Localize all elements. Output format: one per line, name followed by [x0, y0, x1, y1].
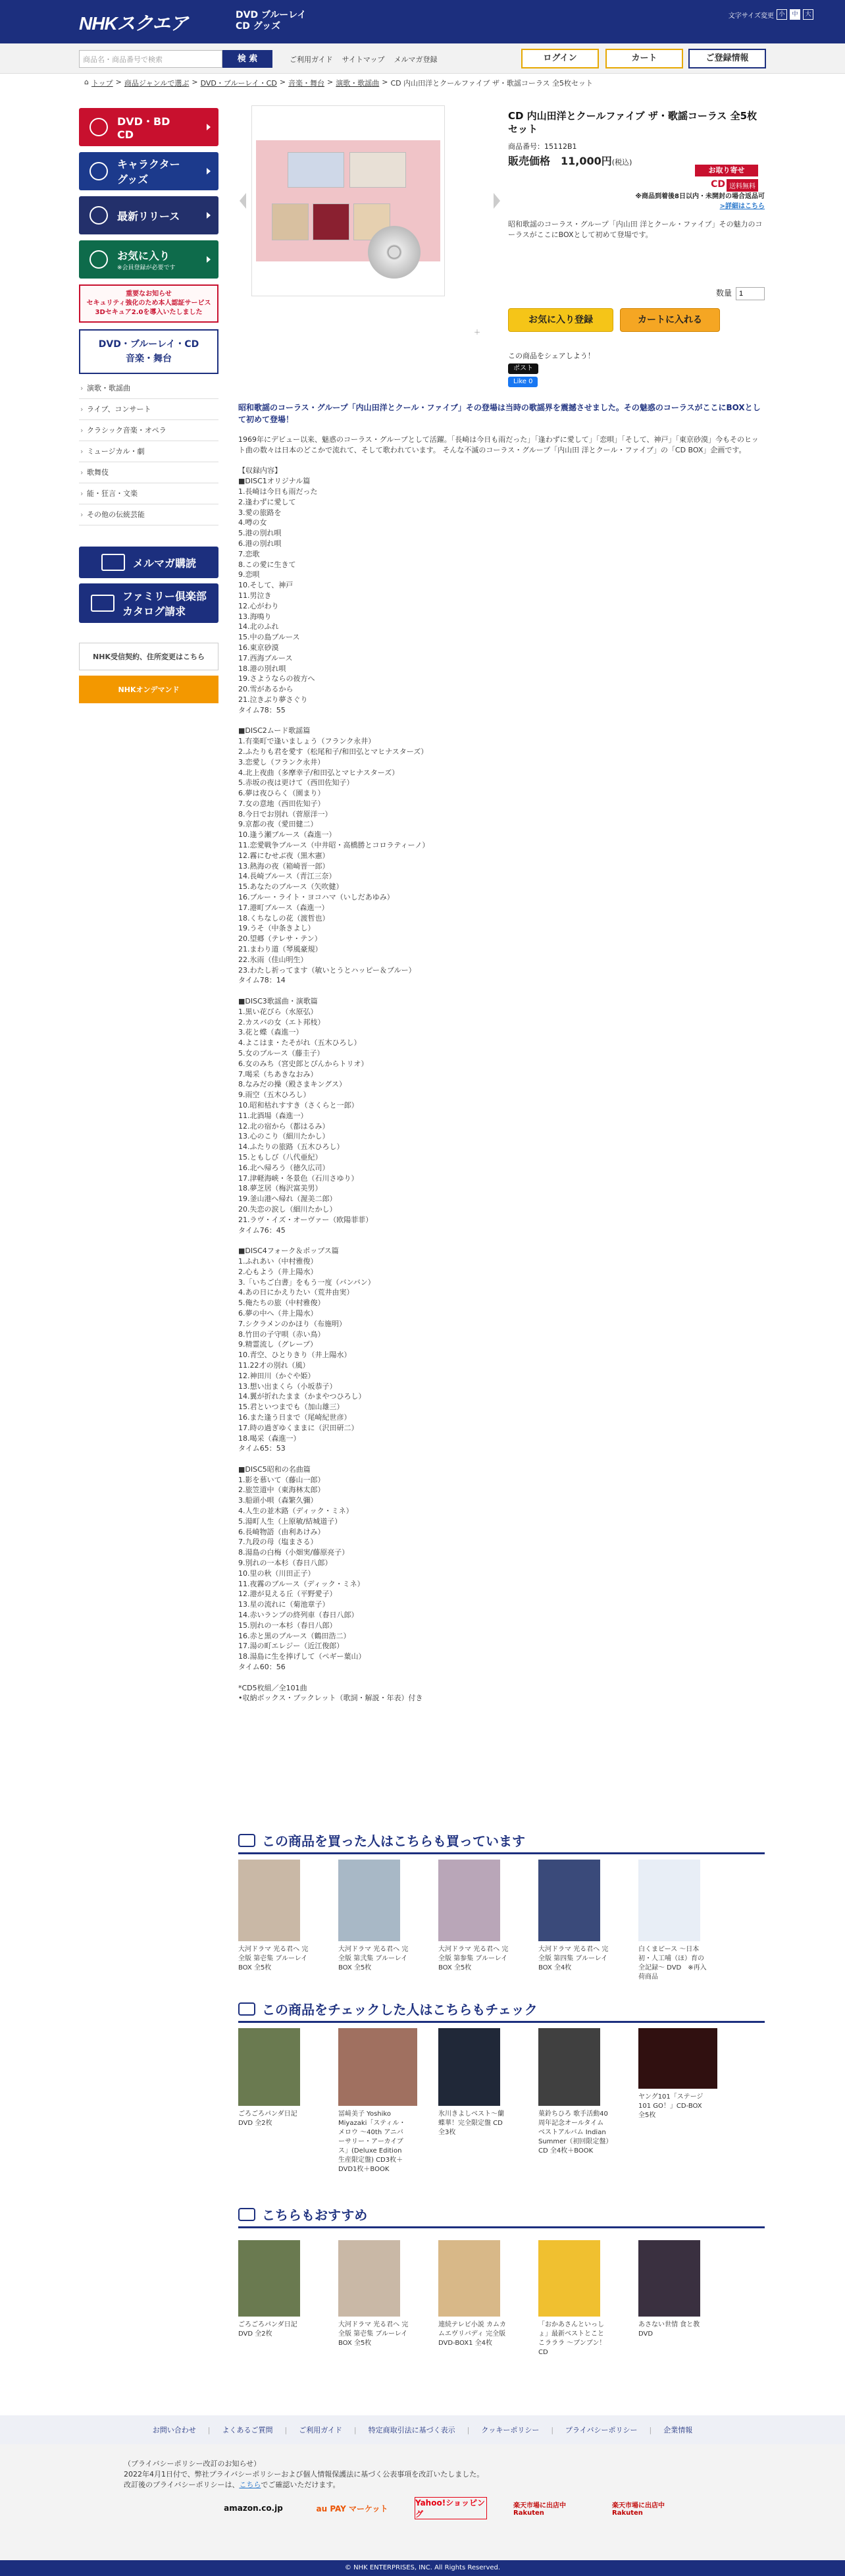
product-card[interactable]: 氷川きよしベスト〜蘭蝶華！完全限定盤 CD 全3枚: [438, 2028, 509, 2174]
quantity-field: 数量1: [716, 287, 765, 300]
thumb-icon: [238, 2208, 255, 2221]
product-thumbnail: [238, 1860, 300, 1941]
product-card[interactable]: 白くまピース 〜日本初・人工哺（ほ）育の全記録〜 DVD ※再入荷商品: [638, 1860, 709, 1982]
sidebar-sub-other[interactable]: › その他の伝統芸能: [79, 504, 218, 525]
arrow-icon: [207, 124, 211, 130]
free-shipping-badge: 送料無料: [727, 179, 758, 192]
product-body: 1969年にデビュー以来、魅惑のコーラス・グループとして活躍。「長崎は今日も雨だった」「逢わずに愛して」「恋唄」「そして、神戸」「東京砂漠」今もそのヒット曲の数々は日本のどこかで流れて、そして歌われています。 そんな不滅のコーラス・グループ「内山田 洋とクール・ファイブ」の「CD BOX」企画です。 【収録内容】 ■DISC1オリジナル篇 1.長崎は今日も雨だった 2.逢わずに愛して 3.愛の旅路を 4.噂の女 5.港の別れ唄 6.港の別れ唄 7.恋歌 8.この愛に生きて 9.恋唄 10.そして、神戸 11.男泣き 12.心がわり 13.海鳴り 14.北のふれ 15.中の島ブルース 16.東京砂漠 17.西海ブルース 18.港の別れ唄 19.さようならの彼方へ 20.雪があるから 21.泣きぶり夢さぐり タイム78：55 ■DISC2ムード歌謡篇 1.有楽町で逢いましょう（フランク永井） 2.ふたりも君を愛す（松尾和子/和田弘とマヒナスターズ） 3.恋愛し（フランク永井） 4.北上夜曲（多摩幸子/和田弘とマヒナスターズ） 5.赤坂の夜は更けて（西田佐知子） 6.夢は夜ひらく（園まり） 7.女の意地（西田佐知子） 8.今日でお別れ（菅原洋一） 9.京都の夜（愛田健二） 10.逢う瀬ブルース（森進一） 11.恋愛戦争ブルース（中井昭・高橋勝とコロラティーノ） 12.霧にむせぶ夜（黒木憲） 13.熱海の夜（箱崎晋一郎） 14.長崎ブルース（青江三奈） 15.あなたのブルース（矢吹健） 16.ブルー・ライト・ヨコハマ（いしだあゆみ） 17.港町ブルース（森進一） 18.くちなしの花（渡哲也） 19.うそ（中条きよし） 20.望郷（テレサ・テン） 21.まわり道（琴風豪規） 22.氷雨（佳山明生） 23.わたし祈ってます（敏いとうとハッピー＆ブルー） タイム78：14 ■DISC3歌謡曲・演歌篇 1.黒い花びら（水原弘） 2.カスバの女（エト邦枝） 3.花と蝶（森進一） 4.よこはま・たそがれ（五木ひろし） 5.女のブルース（藤圭子） 6.女のみち（宮史郎とぴんからトリオ） 7.喝采（ちあきなおみ） 8.なみだの操（殿さまキングス） 9.雨空（五木ひろし） 10.昭和枯れすすき（さくらと一郎） 11.北酒場（森進一） 12.北の宿から（都はるみ） 13.心のこり（細川たかし） 14.ふたりの旅路（五木ひろし） 15.ともしび（八代亜紀） 16.北へ帰ろう（徳久広司） 17.津軽海峡・冬景色（石川さゆり） 18.夢芝居（梅沢富美男） 19.釜山港へ帰れ（渥美二郎） 20.失恋の涙し（細川たかし） 21.ラヴ・イズ・オーヴァー（欧陽菲菲） タイム76：45 ■DISC4フォーク＆ポップス篇 1.ふれあい（中村雅俊） 2.心もよう（井上陽水） 3.「いちご白書」をもう一度（バンバン） 4.あの日にかえりたい（荒井由実） 5.俺たちの旅（中村雅俊） 6.夢の中へ（井上陽水） 7.シクラメンのかほり（布施明） 8.竹田の子守唄（赤い鳥） 9.精霊流し（グレープ） 10.青空、ひとりきり（井上陽水） 11.22才の別れ（風） 12.神田川（かぐや姫） 13.想い出まくら（小坂恭子） 14.翼が折れたまま（かまやつひろし） 15.君といつまでも（加山雄三） 16.また逢う日まで（尾崎紀世彦） 17.時の過ぎゆくままに（沢田研二） 18.喝采（森進一） タイム65：53 ■DISC5昭和の名曲篇 1.影を慕いて（藤山一郎） 2.旅笠道中（東海林太郎） 3.船頭小唄（森繁久彌） 4.人生の並木路（ディック・ミネ） 5.湯町人生（上原敏/結城道子） 6.長崎物語（由利あけみ） 7.九段の母（塩まさる） 8.湯島の白梅（小畑実/藤原亮子） 9.別れの一本杉（春日八郎） 10.里の秋（川田正子） 11.夜霧のブルース（ディック・ミネ） 12.港が見える丘（平野愛子） 13.星の流れに（菊池章子） 14.赤いランプの終列車（春日八郎） 15.別れの一本杉（春日八郎） 16.赤と黒のブルース（鶴田浩二） 17.湯の町エレジー（近江俊郎） 18.湯島に生を捧げして（ペギー葉山） タイム60：56 *CD5枚組／全101曲 •収納ボックス・ブックレット（歌詞・解説・年表）付き: [238, 435, 759, 1703]
product-thumbnail: [438, 2240, 500, 2317]
font-size-medium[interactable]: 中: [790, 9, 800, 20]
search-bar: [0, 43, 845, 74]
product-thumbnail: [538, 2240, 600, 2317]
home-icon: ⌂: [84, 78, 89, 86]
prev-image-arrow[interactable]: [240, 193, 246, 209]
mailmag-button[interactable]: メルマガ購読: [79, 547, 218, 578]
font-size-small[interactable]: 小: [777, 9, 787, 20]
product-card[interactable]: 大河ドラマ 光る君へ 完全版 第壱集 ブルーレイBOX 全5枚: [338, 2240, 409, 2357]
return-policy: ※商品到着後8日以内・未開封の場合返品可 >詳細はこちら: [508, 190, 765, 210]
rakuten-logo[interactable]: 楽天市場に出店中 Rakuten: [513, 2502, 566, 2517]
share-area: この商品をシェアしよう！ ポスト Like 0: [508, 350, 595, 387]
breadcrumb-music[interactable]: 音楽・舞台: [288, 79, 325, 88]
product-code: 商品番号：15112B1: [508, 142, 577, 151]
header: [0, 0, 845, 43]
footer-link-cookie[interactable]: クッキーポリシー: [481, 2426, 540, 2434]
yahoo-logo[interactable]: Yahoo!ショッピング: [415, 2497, 487, 2519]
register-info-button[interactable]: ご登録情報: [688, 49, 766, 68]
product-price: 販売価格 11,000円(税込): [508, 155, 632, 167]
product-card[interactable]: 大河ドラマ 光る君へ 完全版 第四集 ブルーレイBOX 全4枚: [538, 1860, 609, 1982]
zoom-icon[interactable]: ＋: [474, 329, 480, 336]
aupay-logo[interactable]: au PAY マーケット: [316, 2504, 388, 2513]
product-card[interactable]: ヤング101「ステージ101 GO！」CD-BOX 全5枚: [638, 2028, 709, 2174]
guide-link[interactable]: ご利用ガイド: [290, 55, 333, 64]
product-lead: 昭和歌謡のコーラス・グループ「内山田洋とクール・ファイブ」その登場は当時の歌謡界を震撼させました。その魅惑のコーラスがここにBOXとして初めて登場！: [238, 403, 761, 424]
cd-disc: [368, 226, 421, 279]
product-photo: [256, 140, 440, 261]
also-checked-heading: この商品をチェックした人はこちらもチェック: [238, 1999, 765, 2023]
book-icon: [91, 595, 115, 612]
arrow-icon: [207, 168, 211, 174]
product-thumbnail: [238, 2240, 300, 2317]
breadcrumb-top[interactable]: トップ: [91, 79, 113, 88]
product-card[interactable]: 冨﨑美子 Yoshiko Miyazaki「スティル・メロウ 〜40th アニバーサリー・アーカイブス」(Deluxe Edition 生産限定盤) CD3枚＋DVD1枚＋BOOK: [338, 2028, 409, 2174]
top-links: [290, 54, 437, 65]
footer-link-company[interactable]: 企業情報: [663, 2426, 693, 2434]
sidebar-sub-live[interactable]: › ライブ、コンサート: [79, 399, 218, 420]
next-image-arrow[interactable]: [494, 193, 500, 209]
sitemap-link[interactable]: サイトマップ: [342, 55, 385, 64]
mail-icon: [101, 554, 125, 571]
font-size-control: 文字サイズ変更 小 中 大: [729, 9, 813, 20]
format-label: CD: [711, 179, 725, 190]
privacy-policy-link[interactable]: こちら: [239, 2481, 261, 2489]
footer-link-faq[interactable]: よくあるご質問: [222, 2426, 273, 2434]
sidebar-item-new[interactable]: 最新リリース: [79, 196, 218, 234]
product-thumbnail: [638, 2240, 700, 2317]
product-card[interactable]: 大河ドラマ 光る君へ 完全版 第参集 ブルーレイBOX 全5枚: [438, 1860, 509, 1982]
nhk-ondemand-banner[interactable]: NHKオンデマンド: [79, 676, 218, 703]
product-card[interactable]: 菓鈴ちひろ 歌手活動40周年記念オールタイムベストアルバム Indian Summer（初回限定盤）CD 全4枚＋BOOK: [538, 2028, 609, 2174]
product-thumbnail: [238, 2028, 300, 2106]
product-thumbnail: [538, 1860, 600, 1941]
privacy-notice: （プライバシーポリシー改訂のお知らせ） 2022年4月1日付で、弊社プライバシーポリシーおよび個人情報保護法に基づく公表事項を改訂いたしました。 改訂後のプライバシーポリシーは、こちらでご確認いただけます。: [124, 2459, 484, 2489]
footer-links: お問い合わせ | よくあるご質問 | ご利用ガイド | 特定商取引法に基づく表示 | クッキーポリシー | プライバシーポリシー | 企業情報: [0, 2415, 845, 2444]
logo-subtitle: DVD ブルーレイ CD グッズ: [236, 10, 307, 32]
nhk-contract-banner[interactable]: NHK受信契約、住所変更はこちら: [79, 643, 218, 670]
cart-button[interactable]: カート: [605, 49, 683, 68]
product-card[interactable]: 連続テレビ小説 カムカムエヴリバディ 完全版 DVD-BOX1 全4枚: [438, 2240, 509, 2357]
product-thumbnail: [338, 2028, 417, 2106]
search-button[interactable]: 検 索: [222, 50, 272, 68]
sidebar-sub-kabuki[interactable]: › 歌舞伎: [79, 462, 218, 483]
return-policy-link[interactable]: >詳細はこちら: [719, 203, 765, 210]
calendar-icon: [90, 206, 108, 225]
login-button[interactable]: ログイン: [521, 49, 599, 68]
mailmag-link[interactable]: メルマガ登録: [394, 55, 438, 64]
breadcrumb: ⌂ トップ > 商品ジャンルで選ぶ > DVD・ブルーレイ・CD > 音楽・舞台 > 演歌・歌謡曲 > CD 内山田洋とクールファイブ ザ・歌謡コーラス 全5枚セット: [84, 78, 594, 88]
footer-link-privacy[interactable]: プライバシーポリシー: [565, 2426, 638, 2434]
add-to-cart-button[interactable]: カートに入れる: [620, 308, 720, 332]
product-thumbnail: [338, 1860, 400, 1941]
search-input[interactable]: 商品名・商品番号で検索: [79, 50, 222, 68]
product-card[interactable]: ごろごろパンダ日記 DVD 全2枚: [238, 2028, 309, 2174]
product-card[interactable]: ごろごろパンダ日記 DVD 全2枚: [238, 2240, 309, 2357]
product-thumbnail: [338, 2240, 400, 2317]
footer-link-law[interactable]: 特定商取引法に基づく表示: [368, 2426, 455, 2434]
sidebar-sub-noh[interactable]: › 能・狂言・文楽: [79, 483, 218, 504]
also-bought-row: [238, 1860, 765, 1982]
arrow-icon: [207, 256, 211, 263]
recommended-heading: こちらもおすすめ: [238, 2205, 765, 2228]
product-thumbnail: [638, 2028, 717, 2089]
product-image[interactable]: [251, 105, 445, 296]
disc-icon: [90, 118, 108, 136]
footer-link-contact[interactable]: お問い合わせ: [152, 2426, 196, 2434]
partner-logos: [217, 2497, 684, 2519]
recommended-row: [238, 2240, 765, 2357]
also-checked-row: [238, 2028, 765, 2174]
sidebar-sub-musical[interactable]: › ミュージカル・劇: [79, 441, 218, 462]
rakuten-logo[interactable]: 楽天市場に出店中 Rakuten: [612, 2502, 665, 2517]
facebook-like-button[interactable]: Like 0: [508, 377, 538, 387]
product-card[interactable]: 大河ドラマ 光る君へ 完全版 第壱集 ブルーレイBOX 全5枚: [238, 1860, 309, 1982]
breadcrumb-enka[interactable]: 演歌・歌謡曲: [336, 79, 380, 88]
catalog-button[interactable]: ファミリー倶楽部 カタログ請求: [79, 583, 218, 623]
amazon-logo[interactable]: amazon.co.jp: [224, 2504, 283, 2513]
sidebar-sub-enka[interactable]: › 演歌・歌謡曲: [79, 378, 218, 399]
product-title: CD 内山田洋とクールファイブ ザ・歌謡コーラス 全5枚セット: [508, 110, 757, 135]
important-notice[interactable]: 重要なお知らせ セキュリティ強化のため本人認証サービス 3Dセキュア2.0を導入いたしました: [79, 284, 218, 323]
sidebar-item-dvd[interactable]: DVD・BD CD: [79, 108, 218, 146]
breadcrumb-genre[interactable]: 商品ジャンルで選ぶ: [124, 79, 190, 88]
sidebar: [79, 108, 218, 709]
product-thumbnail: [538, 2028, 600, 2106]
bag-icon: [90, 162, 108, 180]
footer-link-guide[interactable]: ご利用ガイド: [299, 2426, 342, 2434]
copyright: © NHK ENTERPRISES, INC. All Rights Reserved.: [0, 2560, 845, 2576]
cart-icon: [238, 1834, 255, 1847]
product-thumbnail: [638, 1860, 700, 1941]
product-card[interactable]: 「おかあさんといっしょ」最新ベストとことこラララ ～ブンブン！CD: [538, 2240, 609, 2357]
add-favorite-button[interactable]: お気に入り登録: [508, 308, 613, 332]
check-icon: [238, 2002, 255, 2016]
product-info: [508, 109, 765, 325]
breadcrumb-current: CD 内山田洋とクールファイブ ザ・歌謡コーラス 全5枚セット: [390, 79, 594, 88]
also-bought-heading: この商品を買った人はこちらも買っています: [238, 1831, 765, 1854]
arrow-icon: [207, 212, 211, 219]
x-post-button[interactable]: ポスト: [508, 363, 538, 374]
order-status-badge: お取り寄せ: [695, 165, 758, 176]
product-card[interactable]: 大河ドラマ 光る君へ 完全版 第弐集 ブルーレイBOX 全5枚: [338, 1860, 409, 1982]
sidebar-item-character[interactable]: キャラクター グッズ: [79, 152, 218, 190]
site-logo[interactable]: NHKスクエア: [79, 13, 188, 34]
product-card[interactable]: あさない世情 食と教DVD: [638, 2240, 709, 2357]
sidebar-sub-classic[interactable]: › クラシック音楽・オペラ: [79, 420, 218, 441]
product-thumbnail: [438, 1860, 500, 1941]
category-title: DVD・ブルーレイ・CD 音楽・舞台: [79, 329, 218, 374]
font-size-large[interactable]: 大: [803, 9, 813, 20]
breadcrumb-dvd[interactable]: DVD・ブルーレイ・CD: [200, 79, 277, 88]
footer: [0, 2415, 845, 2576]
product-thumbnail: [438, 2028, 500, 2106]
sidebar-item-favorite[interactable]: お気に入り ※会員登録が必要です: [79, 240, 218, 279]
quantity-input[interactable]: [736, 287, 765, 300]
short-description: 昭和歌謡のコーラス・グループ「内山田 洋とクール・ファイブ」その魅力のコーラスがここにBOXとして初めて登場です。: [508, 220, 763, 239]
heart-icon: [90, 250, 108, 269]
